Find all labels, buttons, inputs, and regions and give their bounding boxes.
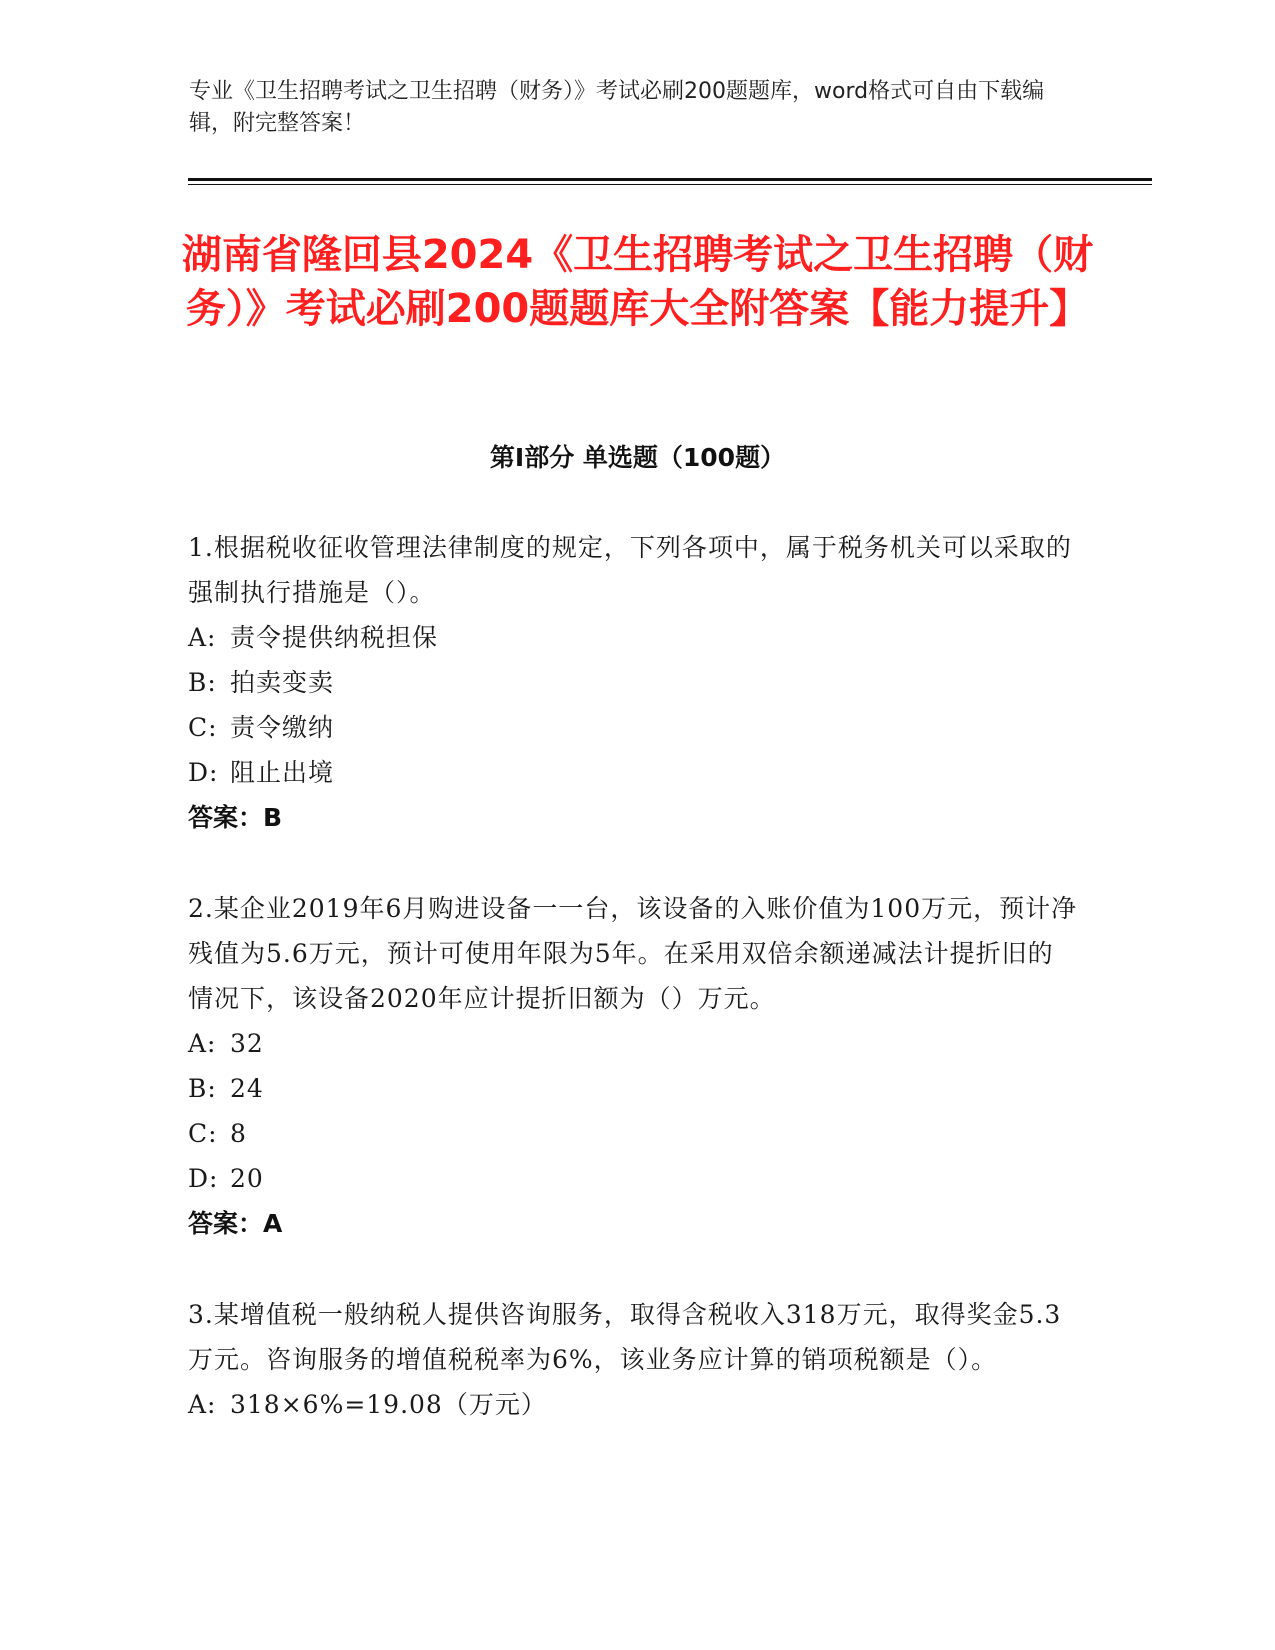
- question-1: [188, 525, 1078, 840]
- question-stem: 1.根据税收征收管理法律制度的规定，下列各项中，属于税务机关可以采取的强制执行措施是（）。: [188, 533, 1072, 607]
- option-text: 8: [230, 1119, 247, 1148]
- option-text: 32: [230, 1029, 264, 1058]
- header-rule-thick: [188, 178, 1152, 181]
- option-letter: B:: [188, 1074, 217, 1103]
- question-stem: 3.某增值税一般纳税人提供咨询服务，取得含税收入318万元，取得奖金5.3万元。咨询服务的增值税税率为6%，该业务应计算的销项税额是（）。: [188, 1300, 1062, 1374]
- question-2: [188, 886, 1078, 1246]
- option-text: 20: [230, 1164, 264, 1193]
- document-title: 湖南省隆回县2024《卫生招聘考试之卫生招聘（财务）》考试必刷200题题库大全附答案【能力提升】: [181, 232, 1094, 332]
- question-list: [188, 525, 1078, 1473]
- option-letter: A:: [188, 623, 217, 652]
- question-stem: 2.某企业2019年6月购进设备一一台，该设备的入账价值为100万元，预计净残值为5.6万元，预计可使用年限为5年。在采用双倍余额递减法计提折旧的情况下，该设备2020年应计提折旧额为（）万元。: [188, 894, 1078, 1013]
- option-text: 拍卖变卖: [230, 668, 335, 697]
- option-a: [188, 1382, 1078, 1427]
- option-text: 责令提供纳税担保: [230, 623, 439, 652]
- option-letter: B:: [188, 668, 217, 697]
- header-note: 专业《卫生招聘考试之卫生招聘（财务）》考试必刷200题题库，word格式可自由下载编辑，附完整答案！: [189, 79, 1045, 136]
- header-rule-thin: [188, 184, 1152, 185]
- option-text: 责令缴纳: [230, 713, 335, 742]
- question-3: [188, 1292, 1078, 1427]
- option-letter: C:: [188, 713, 218, 742]
- option-b: [188, 660, 1078, 705]
- option-text: 阻止出境: [230, 758, 335, 787]
- answer-label: 答案：B: [188, 803, 283, 832]
- option-letter: D:: [188, 1164, 219, 1193]
- option-letter: C:: [188, 1119, 218, 1148]
- option-c: [188, 1111, 1078, 1156]
- answer-label: 答案：A: [188, 1209, 283, 1238]
- option-text: 318×6%=19.08（万元）: [230, 1390, 547, 1419]
- option-c: [188, 705, 1078, 750]
- option-d: [188, 750, 1078, 795]
- option-a: [188, 1021, 1078, 1066]
- section-heading: 第I部分 单选题（100题）: [489, 443, 786, 472]
- option-letter: A:: [188, 1029, 217, 1058]
- option-text: 24: [230, 1074, 264, 1103]
- option-b: [188, 1066, 1078, 1111]
- option-d: [188, 1156, 1078, 1201]
- option-letter: A:: [188, 1390, 217, 1419]
- option-a: [188, 615, 1078, 660]
- option-letter: D:: [188, 758, 219, 787]
